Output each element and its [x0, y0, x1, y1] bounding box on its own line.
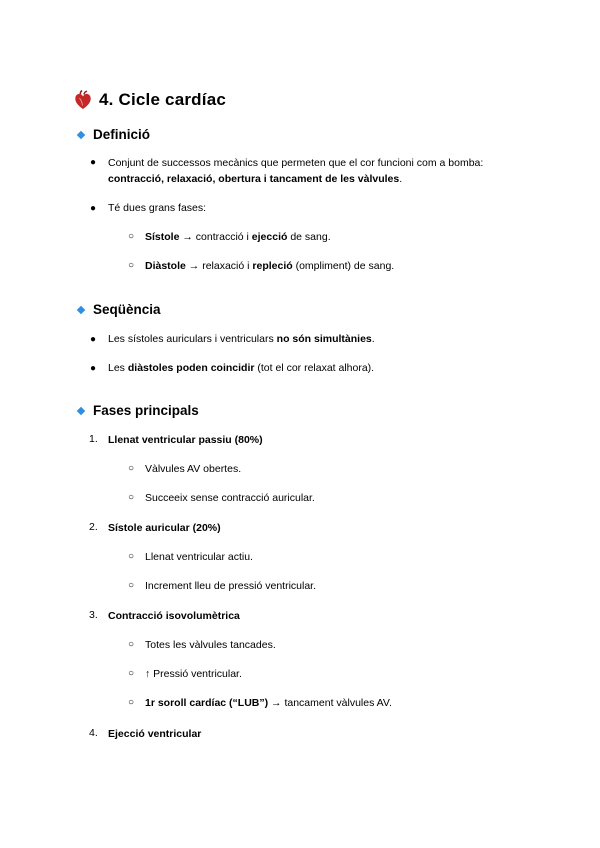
sub-list-item: 1r soroll cardíac (“LUB”) → tancament vàlvules AV. — [145, 697, 392, 709]
sub-list-item: Diàstole → relaxació i repleció (ompliment) de sang. — [145, 260, 395, 272]
diamond-bullet-icon — [77, 305, 85, 313]
diamond-bullet-icon — [77, 130, 85, 138]
sub-list-item: Succeeix sense contracció auricular. — [145, 492, 315, 504]
title-text: 4. Cicle cardíac — [99, 90, 226, 109]
bullet-icon: ● — [90, 363, 97, 374]
section-title: Seqüència — [93, 302, 161, 317]
sub-bullet-icon: ○ — [128, 668, 135, 679]
section-heading-fases — [77, 403, 199, 418]
list-number: 2. — [89, 521, 98, 533]
list-number: 4. — [89, 727, 98, 739]
page-title — [74, 90, 226, 110]
list-number: 1. — [89, 433, 98, 445]
phase-title: Sístole auricular (20%) — [108, 522, 221, 534]
section-title: Definició — [93, 127, 151, 142]
diamond-bullet-icon — [77, 406, 85, 414]
anatomical-heart-icon — [74, 90, 92, 110]
sub-bullet-icon: ○ — [128, 492, 135, 503]
phase-title: Llenat ventricular passiu (80%) — [108, 434, 263, 446]
sub-bullet-icon: ○ — [128, 697, 135, 708]
phase-title: Ejecció ventricular — [108, 728, 202, 740]
sub-list-item: Totes les vàlvules tancades. — [145, 639, 276, 651]
sub-list-item: Vàlvules AV obertes. — [145, 463, 242, 475]
bullet-icon: ● — [90, 334, 97, 345]
sub-list-item: Increment lleu de pressió ventricular. — [145, 580, 316, 592]
sub-bullet-icon: ○ — [128, 463, 135, 474]
list-item: Conjunt de successos mecànics que permeten que el cor funcioni com a bomba: contracció, relaxació, obertura i tancament de les vàlvules. — [108, 157, 484, 185]
sub-list-item: ↑ Pressió ventricular. — [145, 668, 242, 680]
list-item: Les diàstoles poden coincidir (tot el cor relaxat alhora). — [108, 362, 375, 374]
section-title: Fases principals — [93, 403, 199, 418]
sub-bullet-icon: ○ — [128, 580, 135, 591]
sub-bullet-icon: ○ — [128, 551, 135, 562]
sub-bullet-icon: ○ — [128, 639, 135, 650]
sub-bullet-icon: ○ — [128, 260, 135, 271]
phase-title: Contracció isovolumètrica — [108, 610, 240, 622]
sub-list-item: Llenat ventricular actiu. — [145, 551, 253, 563]
bullet-icon: ● — [90, 157, 97, 168]
section-heading-sequencia — [77, 302, 161, 317]
sub-list-item: Sístole → contracció i ejecció de sang. — [145, 231, 331, 243]
bullet-icon: ● — [90, 203, 97, 214]
list-number: 3. — [89, 609, 98, 621]
list-item: Les sístoles auriculars i ventriculars no són simultànies. — [108, 333, 375, 345]
list-item: Té dues grans fases: — [108, 202, 207, 214]
section-heading-definicio — [77, 127, 150, 142]
sub-bullet-icon: ○ — [128, 231, 135, 242]
